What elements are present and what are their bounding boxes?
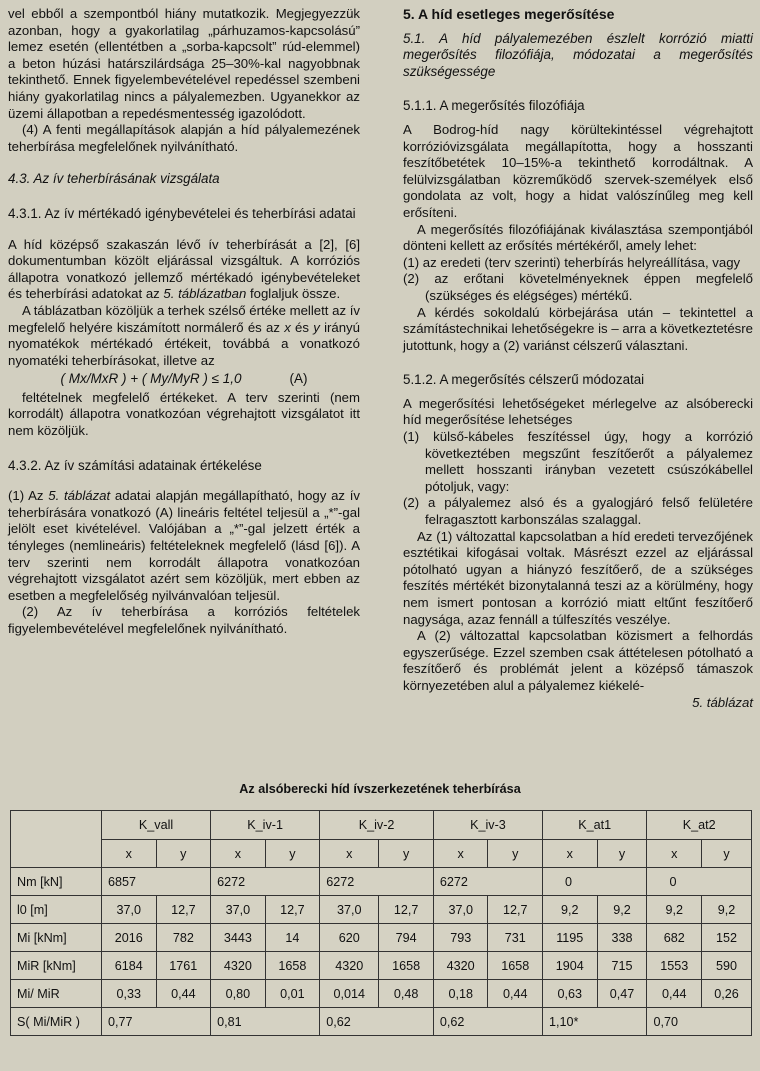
- paragraph-4-3-2-b: (2) Az ív teherbírása a korróziós feltételek figyelembevételével megfelelőnek nyilvánítható.: [8, 604, 360, 636]
- table-cell: 0,81: [211, 1008, 320, 1036]
- row-label: l0 [m]: [11, 896, 102, 924]
- sub-header-y: y: [488, 840, 543, 868]
- heading-5-1-1: 5.1.1. A megerősítés filozófiája: [403, 98, 585, 114]
- right-column: [403, 6, 753, 711]
- table-cell: 338: [597, 924, 647, 952]
- formula-a: ( Mx/MxR ) + ( My/MyR ) ≤ 1,0 (A): [60, 371, 308, 387]
- table-cell: 782: [156, 924, 211, 952]
- group-header: K_iv-3: [433, 811, 542, 840]
- table-cell: 37,0: [433, 896, 488, 924]
- row-label: Nm [kN]: [11, 868, 102, 896]
- heading-5-1-2: 5.1.2. A megerősítés célszerű módozatai: [403, 372, 645, 388]
- table-cell: 4320: [320, 952, 379, 980]
- table-cell: 12,7: [488, 896, 543, 924]
- table-cell: 6184: [102, 952, 157, 980]
- paragraph-4-3-1-b: A táblázatban közöljük a terhek szélső értéke mellett az ív megfelelő helyére kiszámított normálerő és az x és y irányú nyomatékok mértékadó értékeit, továbbá a vonatkozó nyomatéki teherbírásokat, illetve az: [8, 302, 360, 368]
- table-cell: 0,44: [647, 980, 702, 1008]
- group-header: K_vall: [102, 811, 211, 840]
- table-cell: 0,01: [265, 980, 320, 1008]
- table-cell: 1658: [488, 952, 543, 980]
- sub-header-y: y: [701, 840, 751, 868]
- sub-header-x: x: [211, 840, 266, 868]
- group-header: K_iv-1: [211, 811, 320, 840]
- table-group-header-row: [11, 811, 752, 840]
- table-row-ratio: [11, 980, 752, 1008]
- table-cell: 0,44: [488, 980, 543, 1008]
- paragraph-5-1-2-c: A (2) változattal kapcsolatban közismert a felhordás egyszerűsége. Ezzel szemben csak áttételesen pótolható a feszítőerő és problémát jelent a középső támaszok környezetében alul a pályalemez kiékelé-: [403, 628, 753, 693]
- table-cell: 4320: [433, 952, 488, 980]
- heading-4-3: 4.3. Az ív teherbírásának vizsgálata: [8, 171, 220, 187]
- table-cell: 0,18: [433, 980, 488, 1008]
- heading-4-3-2: 4.3.2. Az ív számítási adatainak értékelése: [8, 457, 262, 473]
- capacity-table: [10, 810, 752, 1036]
- table-cell: 715: [597, 952, 647, 980]
- table-cell: 0: [543, 868, 647, 896]
- table-cell: 37,0: [102, 896, 157, 924]
- table-row-mi: [11, 924, 752, 952]
- group-header: K_at2: [647, 811, 752, 840]
- table-cell: 1658: [265, 952, 320, 980]
- table-cell: 12,7: [379, 896, 434, 924]
- table-cell: 6272: [211, 868, 320, 896]
- table-cell: 0: [647, 868, 752, 896]
- heading-4-3-1: 4.3.1. Az ív mértékadó igénybevételei és teherbírási adatai: [8, 205, 356, 221]
- sub-header-x: x: [543, 840, 598, 868]
- left-column: [8, 6, 360, 638]
- table-cell: 590: [701, 952, 751, 980]
- table-cell: 620: [320, 924, 379, 952]
- table-cell: 0,47: [597, 980, 647, 1008]
- sub-header-x: x: [320, 840, 379, 868]
- table-cell: 0,33: [102, 980, 157, 1008]
- paragraph-5-1-1-c: A kérdés sokoldalú körbejárása után – tekintettel a számítástechnikai lehetőségekre is – arra a következtetésre jutottunk, hogy a (2) variánst célszerű választani.: [403, 304, 753, 353]
- table-reference: 5. táblázat: [692, 694, 753, 710]
- table-cell: 0,62: [320, 1008, 434, 1036]
- table-cell: 9,2: [647, 896, 702, 924]
- table-cell: 14: [265, 924, 320, 952]
- heading-5: 5. A híd esetleges megerősítése: [403, 6, 615, 22]
- table-row-mir: [11, 952, 752, 980]
- list-item-5-1-2-1: (1) külső-kábeles feszítéssel úgy, hogy a korrózió következtében megszűnt feszítőerőt a pályalemez mellett hosszanti irányban vezetett csúszókábellel pótoljuk, vagy:: [403, 429, 753, 494]
- sub-header-y: y: [265, 840, 320, 868]
- table-cell: 37,0: [320, 896, 379, 924]
- paragraph-5-1-1-b: A megerősítés filozófiájának kiválasztása szempontjából dönteni kellett az erősítés mértékéről, amely lehet:: [403, 221, 753, 254]
- table-cell: 1553: [647, 952, 702, 980]
- table-cell: 731: [488, 924, 543, 952]
- table-cell: 1,10*: [543, 1008, 647, 1036]
- table-cell: 1658: [379, 952, 434, 980]
- table-cell: 0,44: [156, 980, 211, 1008]
- table-cell: 794: [379, 924, 434, 952]
- table-cell: 682: [647, 924, 702, 952]
- table-cell: 9,2: [701, 896, 751, 924]
- table-cell: 0,014: [320, 980, 379, 1008]
- table-cell: 9,2: [597, 896, 647, 924]
- paragraph-4-3-1-a: A híd középső szakaszán lévő ív teherbírását a [2], [6] dokumentumban közölt eljárással vizsgáltuk. A korróziós állapotra vonatkozó jellemző mértékadó igénybevételeket és teherbírási adatokat az 5. táblázatban foglaljuk össze.: [8, 236, 360, 302]
- sub-header-x: x: [433, 840, 488, 868]
- table-cell: 1904: [543, 952, 598, 980]
- table-caption: Az alsóberecki híd ívszerkezetének teherbírása: [239, 782, 521, 796]
- paragraph-4: (4) A fenti megállapítások alapján a híd pályalemezének teherbírása megfelelőnek nyilvánítható.: [8, 122, 360, 154]
- table-row-sum: [11, 1008, 752, 1036]
- table-cell: 0,48: [379, 980, 434, 1008]
- table-cell: 0,77: [102, 1008, 211, 1036]
- paragraph-5-1-2-a: A megerősítési lehetőségeket mérlegelve az alsóberecki híd megerősítése lehetséges: [403, 395, 753, 428]
- table-cell: 0,62: [433, 1008, 542, 1036]
- table-cell: 6272: [320, 868, 434, 896]
- heading-5-1: 5.1. A híd pályalemezében észlelt korrózió miatti megerősítés filozófiája, módozatai a megerősítés szükségessége: [403, 30, 753, 79]
- paragraph-intro: vel ebből a szempontból hiány mutatkozik. Megjegyezzük azonban, hogy a gyakorlatilag „párhuzamos-kapcsolású” lemez esetén (ellentétben a „sorba-kapcsolt” rúd-elemmel) a beton húzási határszilárdsága 25–30%-kal nagyobbnak tekinthető. Ennek figyelembevételével repedéssel szembeni hiány gyakorlatilag nincs a pályalemezben. Ugyanekkor az üzemi állapotban a repedésmentesség igazolódott.: [8, 6, 360, 121]
- row-label: Mi/ MiR: [11, 980, 102, 1008]
- table-row-nm: [11, 868, 752, 896]
- table-cell: 6272: [433, 868, 542, 896]
- table-cell: 152: [701, 924, 751, 952]
- table-cell: 12,7: [265, 896, 320, 924]
- paragraph-5-1-1-a: A Bodrog-híd nagy körültekintéssel végrehajtott korrózióvizsgálata megállapította, hogy a hosszanti feszítőbetétek 10–15%-a tekinthető korrodáltnak. A felülvizsgálatban közreműködő szervek-személyek első gondolata az volt, hogy a hidat valószínűleg meg kell erősíteni.: [403, 121, 753, 220]
- table-cell: 37,0: [211, 896, 266, 924]
- list-item-5-1-2-2: (2) a pályalemez alsó és a gyalogjáró felső felületére felragasztott karbonszálas szalaggal.: [403, 495, 753, 528]
- table-cell: 6857: [102, 868, 211, 896]
- table-cell: 0,63: [543, 980, 598, 1008]
- sub-header-x: x: [647, 840, 702, 868]
- sub-header-y: y: [597, 840, 647, 868]
- table-subheader-row: [11, 840, 752, 868]
- sub-header-y: y: [156, 840, 211, 868]
- row-label: MiR [kNm]: [11, 952, 102, 980]
- table-cell: 2016: [102, 924, 157, 952]
- row-label: S( Mi/MiR ): [11, 1008, 102, 1036]
- table-cell: 0,26: [701, 980, 751, 1008]
- table-cell: 1195: [543, 924, 598, 952]
- sub-header-x: x: [102, 840, 157, 868]
- paragraph-4-3-2-a: (1) Az 5. táblázat adatai alapján megállapítható, hogy az ív teherbírására vonatkozó (A) lineáris feltétel teljesül a „*”-gal jelölt eset kivételével. Valójában a „*”-gal jelzett érték a tényleges (nemlineáris) feltételeknek megfelelő (lásd [6]). A terv szerinti nem korrodált állapotra vonatkozóan végrehajtott vizsgálatot azért sem közöljük, mert ebben az esetben a megfelelőség nyilvánvalóan teljesül.: [8, 488, 360, 603]
- table-cell: 9,2: [543, 896, 598, 924]
- row-label: Mi [kNm]: [11, 924, 102, 952]
- paragraph-4-3-1-c: feltételnek megfelelő értékeket. A terv szerinti (nem korrodált) állapotra vonatkozóan végrehajtott vizsgálatot itt nem közöljük.: [8, 389, 360, 439]
- group-header: K_iv-2: [320, 811, 434, 840]
- table-cell: 0,80: [211, 980, 266, 1008]
- sub-header-y: y: [379, 840, 434, 868]
- table-cell: 793: [433, 924, 488, 952]
- table-corner-cell: [11, 811, 102, 868]
- table-cell: 1761: [156, 952, 211, 980]
- group-header: K_at1: [543, 811, 647, 840]
- list-item-5-1-1-1: (1) az eredeti (terv szerinti) teherbírás helyreállítása, vagy: [403, 254, 741, 270]
- paragraph-5-1-2-b: Az (1) változattal kapcsolatban a híd eredeti tervezőjének esztétikai kifogásai voltak. Másrészt ezzel az eljárással pótolható ugyan a hiányzó feszítőerő, de a szükséges feszítés mértékét bizonytalanná teszi az a körülmény, hogy nem ismert pontosan a korrózió miatt eltűnt feszítőerő nagysága, azaz fennáll a túlfeszítés veszélye.: [403, 528, 753, 627]
- table-cell: 12,7: [156, 896, 211, 924]
- table-cell: 0,70: [647, 1008, 752, 1036]
- list-item-5-1-1-2: (2) az erőtani követelményeknek éppen megfelelő (szükséges és elégséges) mértékű.: [403, 271, 753, 303]
- table-cell: 3443: [211, 924, 266, 952]
- table-row-l0: [11, 896, 752, 924]
- table-cell: 4320: [211, 952, 266, 980]
